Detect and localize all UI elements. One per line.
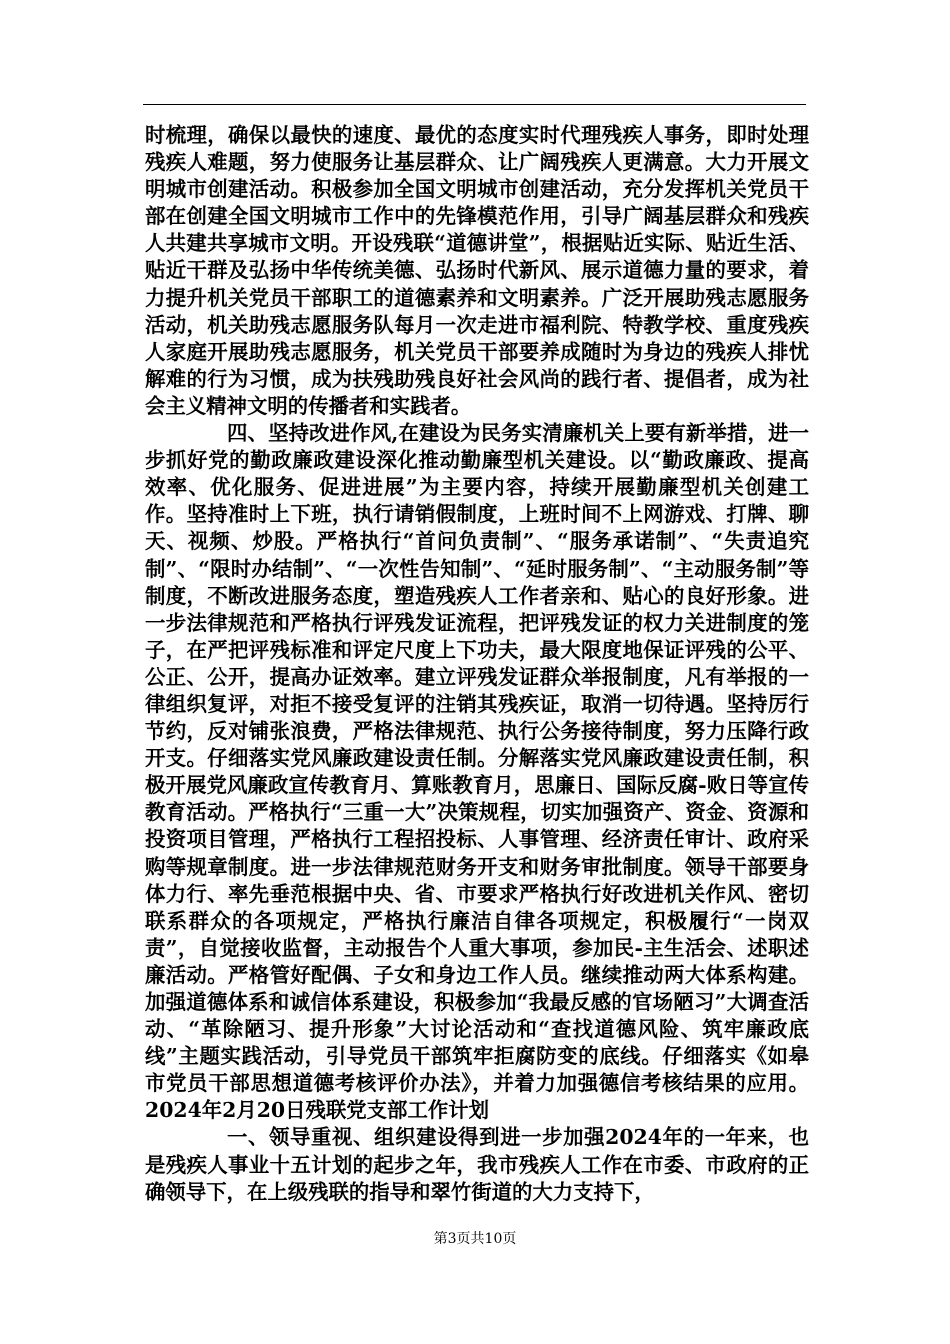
document-body: [145, 122, 809, 1206]
paragraph-3: 一、领导重视、组织建设得到进一步加强2024年的一年来，也是残疾人事业十五计划的起步之年，我市残疾人工作在市委、市政府的正确领导下，在上级残联的指导和翠竹街道的大力支持下，: [145, 1125, 809, 1204]
paragraph-2: 四、坚持改进作风,在建设为民务实清廉机关上要有新举措，进一步抓好党的勤政廉政建设深化推动勤廉型机关建设。以“勤政廉政、提高效率、优化服务、促进进展”为主要内容，持续开展勤廉型机关创建工作。坚持准时上下班，执行请销假制度，上班时间不上网游戏、打牌、聊天、视频、炒股。严格执行“首问负责制”、“服务承诺制”、“失责追究制”、“限时办结制”、“一次性告知制”、“延时服务制”、“主动服务制”等制度，不断改进服务态度，塑造残疾人工作者亲和、贴心的良好形象。进一步法律规范和严格执行评残发证流程，把评残发证的权力关进制度的笼子，在严把评残标准和评定尺度上下功夫，最大限度地保证评残的公平、公正、公开，提高办证效率。建立评残发证群众举报制度，凡有举报的一律组织复评，对拒不接受复评的注销其残疾证，取消一切待遇。坚持厉行节约，反对铺张浪费，严格法律规范、执行公务接待制度，努力压降行政开支。仔细落实党风廉政建设责任制。分解落实党风廉政建设责任制，积极开展党风廉政宣传教育月、算账教育月，思廉日、国际反腐-败日等宣传教育活动。严格执行“三重一大”决策规程，切实加强资产、资金、资源和投资项目管理，严格执行工程招投标、人事管理、经济责任审计、政府采购等规章制度。进一步法律规范财务开支和财务审批制度。领导干部要身体力行、率先垂范根据中央、省、市要求严格执行好改进机关作风、密切联系群众的各项规定，严格执行廉洁自律各项规定，积极履行“一岗双责”，自觉接收监督，主动报告个人重大事项，参加民-主生活会、述职述廉活动。严格管好配偶、子女和身边工作人员。继续推动两大体系构建。加强道德体系和诚信体系建设，积极参加“我最反感的官场陋习”大调查活动、“革除陋习、提升形象”大讨论活动和“查找道德风险、筑牢廉政底线”主题实践活动，引导党员干部筑牢拒腐防变的底线。仔细落实《如皋市党员干部思想道德考核评价办法》，并着力加强德信考核结果的应用。2024年2月20日残联党支部工作计划: [145, 421, 809, 1123]
page-number-footer: 第3页共10页: [433, 1231, 517, 1247]
paragraph-1: 时梳理，确保以最快的速度、最优的态度实时代理残疾人事务，即时处理残疾人难题，努力使服务让基层群众、让广阔残疾人更满意。大力开展文明城市创建活动。积极参加全国文明城市创建活动，充分发挥机关党员干部在创建全国文明城市工作中的先锋模范作用，引导广阔基层群众和残疾人共建共享城市文明。开设残联“道德讲堂”，根据贴近实际、贴近生活、贴近干群及弘扬中华传统美德、弘扬时代新风、展示道德力量的要求，着力提升机关党员干部职工的道德素养和文明素养。广泛开展助残志愿服务活动，机关助残志愿服务队每月一次走进市福利院、特教学校、重度残疾人家庭开展助残志愿服务，机关党员干部要养成随时为身边的残疾人排忧解难的行为习惯，成为扶残助残良好社会风尚的践行者、提倡者，成为社会主义精神文明的传播者和实践者。: [145, 123, 809, 418]
header-rule: [143, 104, 806, 105]
